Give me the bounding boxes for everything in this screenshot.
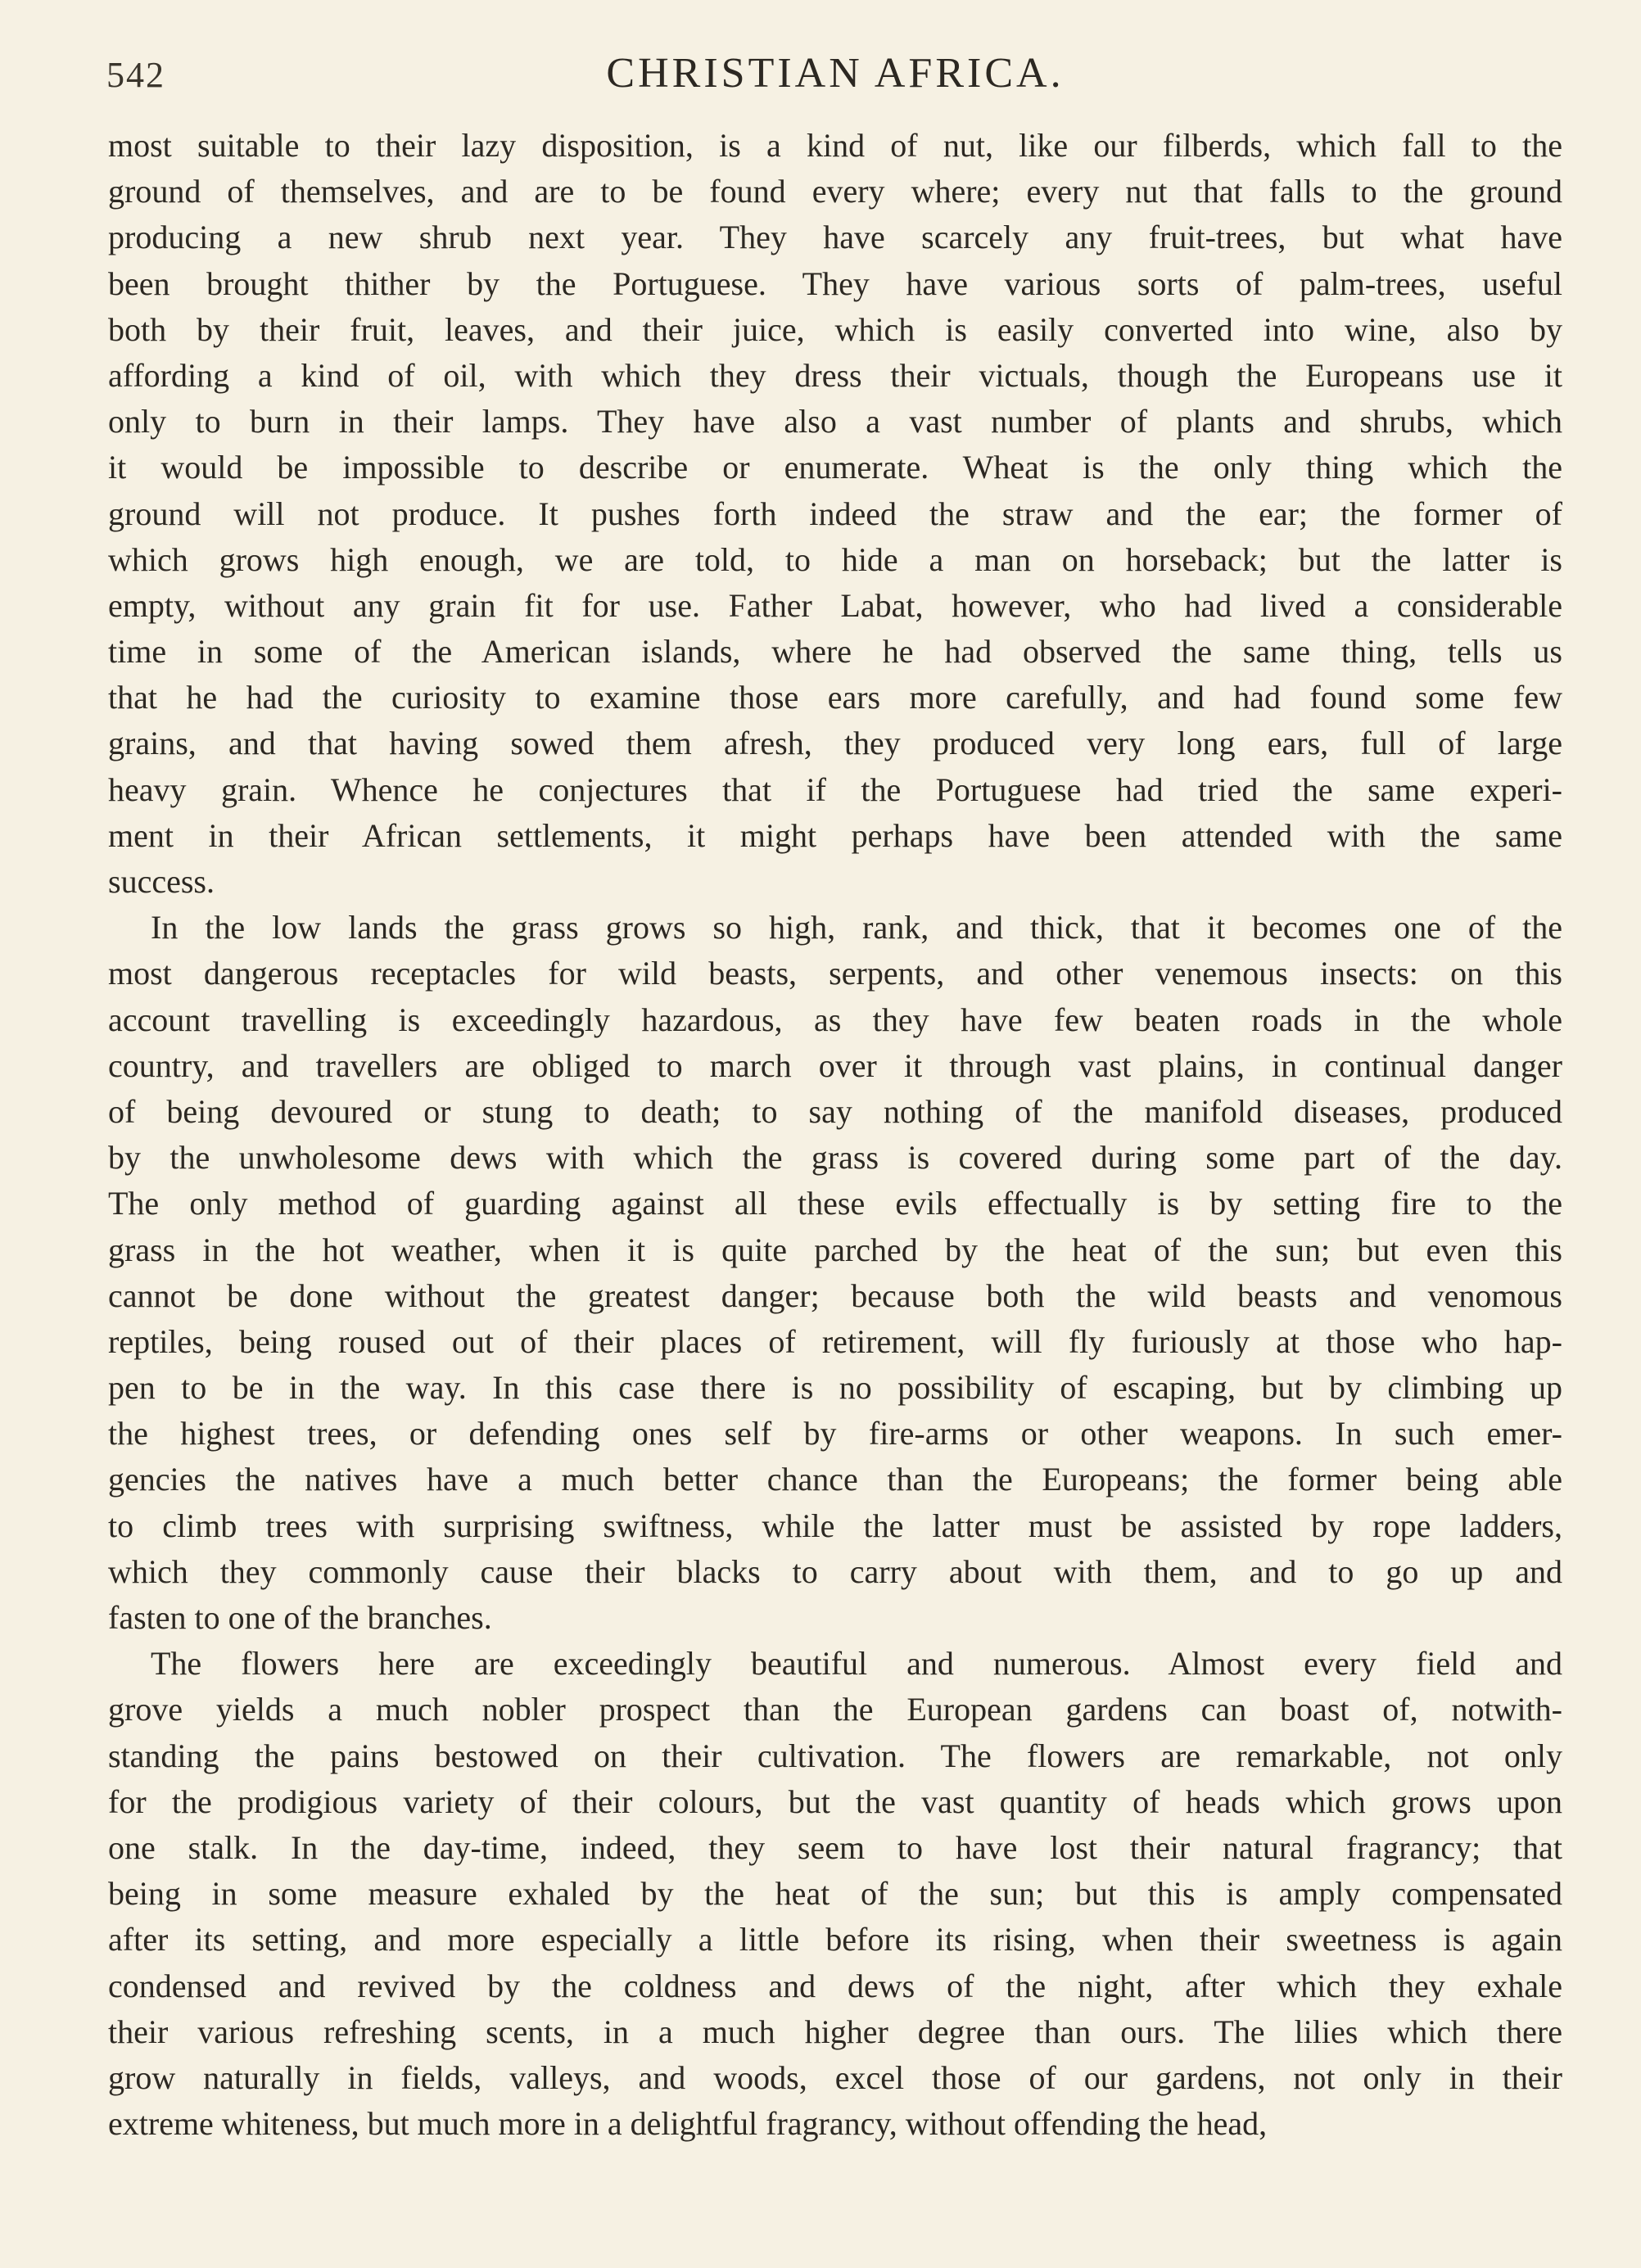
body-text (108, 123, 1562, 2147)
text-line: cannot be done without the greatest danger; because both the wild beasts and venomous (108, 1276, 1562, 1314)
text-line: to climb trees with surprising swiftness, while the latter must be assisted by rope ladders, (108, 1507, 1562, 1544)
text-line: fasten to one of the branches. (108, 1599, 492, 1636)
text-line: In the low lands the grass grows so high, rank, and thick, that it becomes one of the (151, 909, 1562, 947)
text-line: The only method of guarding against all these evils effectually is by setting fire to the (108, 1185, 1562, 1222)
page-number: 542 (106, 55, 165, 95)
text-line: most dangerous receptacles for wild beasts, serpents, and other venemous insects: on this (108, 955, 1562, 992)
text-line: the highest trees, or defending ones self by fire-arms or other weapons. In such emer- (108, 1415, 1562, 1453)
text-line: ground will not produce. It pushes forth indeed the straw and the ear; the former of (108, 495, 1562, 532)
text-line: account travelling is exceedingly hazardous, as they have few beaten roads in the whole (108, 1001, 1562, 1038)
paragraph (108, 1641, 1562, 2147)
text-line: most suitable to their lazy disposition, is a kind of nut, like our filberds, which fall to the (108, 127, 1562, 164)
text-line: The flowers here are exceedingly beautiful and numerous. Almost every field and (151, 1645, 1562, 1683)
text-line: grains, and that having sowed them afresh, they produced very long ears, full of large (108, 725, 1562, 762)
paragraph (108, 123, 1562, 905)
text-line: empty, without any grain fit for use. Father Labat, however, who had lived a considerable (108, 586, 1562, 624)
text-line: which they commonly cause their blacks to carry about with them, and to go up and (108, 1552, 1562, 1590)
text-line: reptiles, being roused out of their places of retirement, will fly furiously at those who hap- (108, 1322, 1562, 1360)
text-line: time in some of the American islands, where he had observed the same thing, tells us (108, 633, 1562, 671)
text-line: it would be impossible to describe or enumerate. Wheat is the only thing which the (108, 449, 1562, 486)
running-head (106, 49, 1564, 106)
text-line: pen to be in the way. In this case there is no possibility of escaping, but by climbing up (108, 1369, 1562, 1407)
text-line: which grows high enough, we are told, to hide a man on horseback; but the latter is (108, 540, 1562, 578)
text-line: by the unwholesome dews with which the grass is covered during some part of the day. (108, 1139, 1562, 1177)
text-line: been brought thither by the Portuguese. They have various sorts of palm-trees, useful (108, 264, 1562, 302)
text-line: being in some measure exhaled by the heat of the sun; but this is amply compensated (108, 1875, 1562, 1913)
text-line: both by their fruit, leaves, and their juice, which is easily converted into wine, also by (108, 310, 1562, 348)
text-line: producing a new shrub next year. They have scarcely any fruit-trees, but what have (108, 219, 1562, 256)
text-line: condensed and revived by the coldness and dews of the night, after which they exhale (108, 1967, 1562, 2004)
text-line: grow naturally in fields, valleys, and woods, excel those of our gardens, not only in their (108, 2058, 1562, 2096)
text-line: heavy grain. Whence he conjectures that if the Portuguese had tried the same experi- (108, 770, 1562, 808)
text-line: gencies the natives have a much better chance than the Europeans; the former being able (108, 1461, 1562, 1498)
text-line: ment in their African settlements, it might perhaps have been attended with the same (108, 816, 1562, 854)
text-line: that he had the curiosity to examine those ears more carefully, and had found some few (108, 679, 1562, 716)
text-line: affording a kind of oil, with which they dress their victuals, though the Europeans use it (108, 356, 1562, 394)
text-line: extreme whiteness, but much more in a delightful fragrancy, without offending the head, (108, 2105, 1268, 2143)
text-line: of being devoured or stung to death; to say nothing of the manifold diseases, produced (108, 1092, 1562, 1130)
text-line: after its setting, and more especially a little before its rising, when their sweetness is again (108, 1921, 1562, 1959)
text-line: ground of themselves, and are to be found every where; every nut that falls to the ground (108, 173, 1562, 210)
text-line: standing the pains bestowed on their cultivation. The flowers are remarkable, not only (108, 1737, 1562, 1774)
text-line: grass in the hot weather, when it is quite parched by the heat of the sun; but even this (108, 1231, 1562, 1268)
text-line: success. (108, 863, 215, 900)
paragraph (108, 905, 1562, 1641)
text-line: for the prodigious variety of their colours, but the vast quantity of heads which grows upon (108, 1782, 1562, 1820)
text-line: only to burn in their lamps. They have also a vast number of plants and shrubs, which (108, 403, 1562, 440)
text-line: one stalk. In the day-time, indeed, they seem to have lost their natural fragrancy; that (108, 1828, 1562, 1866)
text-line: their various refreshing scents, in a much higher degree than ours. The lilies which there (108, 2013, 1562, 2050)
text-line: grove yields a much nobler prospect than the European gardens can boast of, notwith- (108, 1691, 1562, 1728)
header-title: CHRISTIAN AFRICA. (606, 50, 1065, 97)
text-line: country, and travellers are obliged to march over it through vast plains, in continual danger (108, 1046, 1562, 1084)
